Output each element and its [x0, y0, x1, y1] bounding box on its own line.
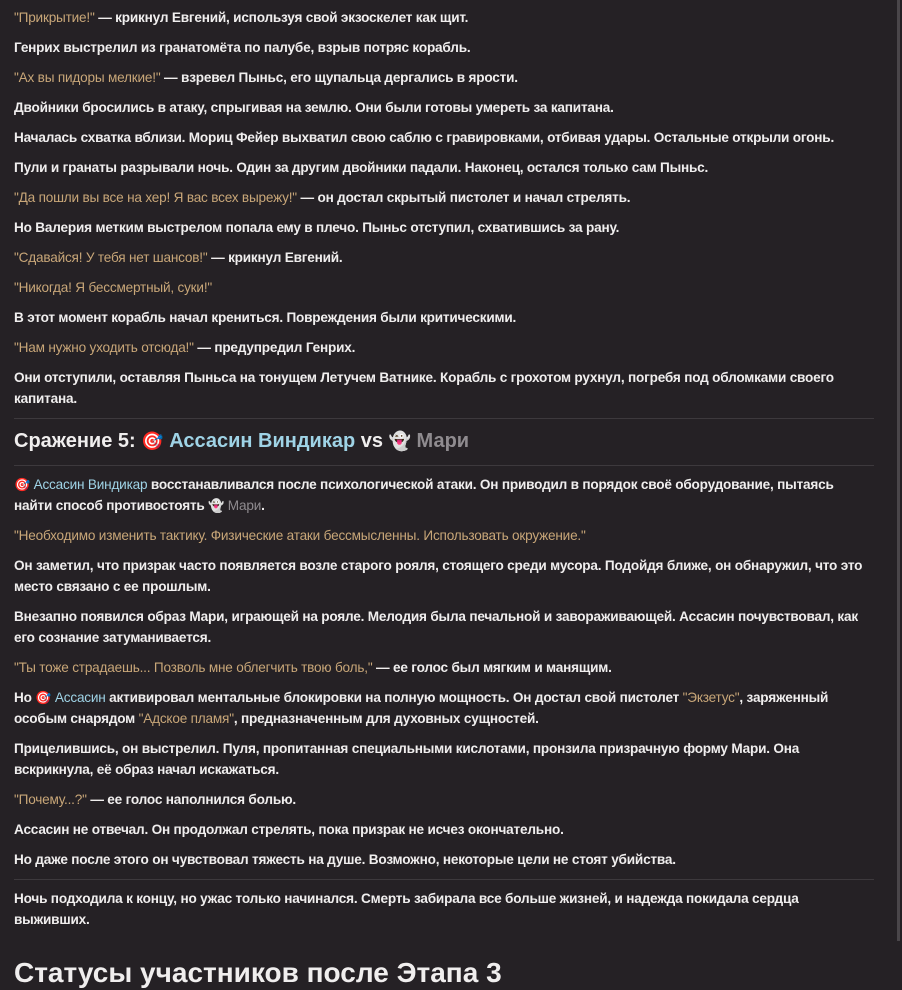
paragraph — [14, 307, 874, 328]
target-icon: 🎯 — [14, 477, 30, 492]
narration-text: — он достал скрытый пистолет и начал стрелять. — [296, 190, 631, 205]
narration-text: Началась схватка вблизи. Мориц Фейер выхватил свою саблю с гравировками, отбивая удары. Остальные открыли огонь. — [14, 130, 835, 145]
ghost-icon: 👻 — [208, 498, 225, 513]
paragraph — [14, 525, 874, 546]
character-name-assassin: Ассасин Виндикар — [30, 477, 148, 492]
divider — [14, 465, 874, 466]
paragraph — [14, 789, 874, 810]
paragraph — [14, 217, 874, 238]
paragraph — [14, 687, 874, 729]
paragraph — [14, 127, 874, 148]
narration-text: Ассасин не отвечал. Он продолжал стрелять, пока призрак не исчез окончательно. — [14, 822, 564, 837]
paragraph — [14, 606, 874, 648]
battle-heading — [14, 427, 874, 455]
quote-text: "Экзетус" — [682, 690, 740, 705]
narration-text: Прицелившись, он выстрелил. Пуля, пропитанная специальными кислотами, пронзила призрачную форму Мари. Она вскрикнула, её образ начал искажаться. — [14, 741, 800, 777]
paragraph — [14, 657, 874, 678]
narration-text: Статусы участников после Этапа 3 — [14, 957, 502, 988]
character-name-mari: Мари — [410, 430, 470, 452]
quote-text: "Адское пламя" — [138, 711, 234, 726]
narration-text: Но даже после этого он чувствовал тяжесть на душе. Возможно, некоторые цели не стоят убийства. — [14, 852, 676, 867]
narration-text: Двойники бросились в атаку, спрыгивая на землю. Они были готовы умереть за капитана. — [14, 100, 614, 115]
paragraph — [14, 367, 874, 409]
narration-text: Внезапно появился образ Мари, играющей на рояле. Мелодия была печальной и завораживающей. Ассасин почувствовал, как его сознание затуманивается. — [14, 609, 858, 645]
narration-text: Но Валерия метким выстрелом попала ему в плечо. Пыньс отступил, схватившись за рану. — [14, 220, 620, 235]
narration-text: активировал ментальные блокировки на полную мощность. Он достал свой пистолет — [105, 690, 683, 705]
paragraph — [14, 97, 874, 118]
narration-text: — ее голос был мягким и манящим. — [372, 660, 612, 675]
quote-text: "Нам нужно уходить отсюда!" — [14, 340, 194, 355]
target-icon: 🎯 — [35, 690, 52, 705]
narration-text: восстанавливался после психологической атаки. Он приводил в порядок своё оборудование, пытаясь найти способ противостоять — [14, 477, 834, 513]
narration-text: — крикнул Евгений. — [207, 250, 343, 265]
narration-text: vs — [355, 430, 389, 452]
narration-text: Сражение 5: — [14, 430, 142, 452]
paragraph — [14, 67, 874, 88]
narration-text: , заряженный особым снарядом — [14, 690, 829, 726]
narration-text: В этот момент корабль начал крениться. Повреждения были критическими. — [14, 310, 517, 325]
quote-text: "Ты тоже страдаешь... Позволь мне облегчить твою боль," — [14, 660, 373, 675]
ghost-icon: 👻 — [388, 431, 411, 451]
paragraph — [14, 247, 874, 268]
character-name-assassin: Ассасин Виндикар — [163, 430, 356, 452]
narration-text: — крикнул Евгений, используя свой экзоскелет как щит. — [94, 10, 469, 25]
narration-text: Ночь подходила к концу, но ужас только начинался. Смерть забирала все больше жизней, и надежда покидала сердца выживших. — [14, 891, 799, 927]
paragraph — [14, 555, 874, 597]
narration-text: Он заметил, что призрак часто появляется возле старого рояля, стоящего среди мусора. Подойдя ближе, он обнаружил, что это место связано с ее прошлым. — [14, 558, 863, 594]
narration-text: Пули и гранаты разрывали ночь. Один за другим двойники падали. Наконец, остался только сам Пыньс. — [14, 160, 709, 175]
section-heading — [14, 956, 874, 990]
narration-text: — ее голос наполнился болью. — [86, 792, 296, 807]
paragraph — [14, 337, 874, 358]
narration-text: Они отступили, оставляя Пыньса на тонущем Летучем Ватнике. Корабль с грохотом рухнул, погребя под обломками своего капитана. — [14, 370, 834, 406]
narration-text: Генрих выстрелил из гранатомёта по палубе, взрыв потряс корабль. — [14, 40, 471, 55]
quote-text: "Ах вы пидоры мелкие!" — [14, 70, 161, 85]
paragraph — [14, 37, 874, 58]
paragraph — [14, 157, 874, 178]
paragraph — [14, 187, 874, 208]
narration-text: — предупредил Генрих. — [193, 340, 356, 355]
narration-text: , предназначенным для духовных сущностей. — [233, 711, 539, 726]
quote-text: "Сдавайся! У тебя нет шансов!" — [14, 250, 208, 265]
quote-text: "Да пошли вы все на хер! Я вас всех вырежу!" — [14, 190, 297, 205]
divider — [14, 418, 874, 419]
narration-text: Но — [14, 690, 36, 705]
quote-text: "Почему...?" — [14, 792, 87, 807]
quote-text: "Необходимо изменить тактику. Физические атаки бессмысленны. Использовать окружение." — [14, 528, 586, 543]
paragraph — [14, 819, 874, 840]
paragraph — [14, 738, 874, 780]
quote-text: "Никогда! Я бессмертный, суки!" — [14, 280, 213, 295]
character-name-mari: Мари — [224, 498, 262, 513]
paragraph — [14, 888, 874, 930]
paragraph — [14, 849, 874, 870]
narration-text: . — [261, 498, 265, 513]
paragraph — [14, 474, 874, 516]
paragraph — [14, 277, 874, 298]
paragraph — [14, 7, 874, 28]
scrollbar[interactable] — [897, 0, 900, 941]
story-content — [14, 7, 874, 990]
narration-text: — взревел Пыньс, его щупальца дергались в ярости. — [160, 70, 518, 85]
target-icon: 🎯 — [141, 431, 164, 451]
divider — [14, 879, 874, 880]
character-name-assassin: Ассасин — [51, 690, 106, 705]
quote-text: "Прикрытие!" — [14, 10, 95, 25]
